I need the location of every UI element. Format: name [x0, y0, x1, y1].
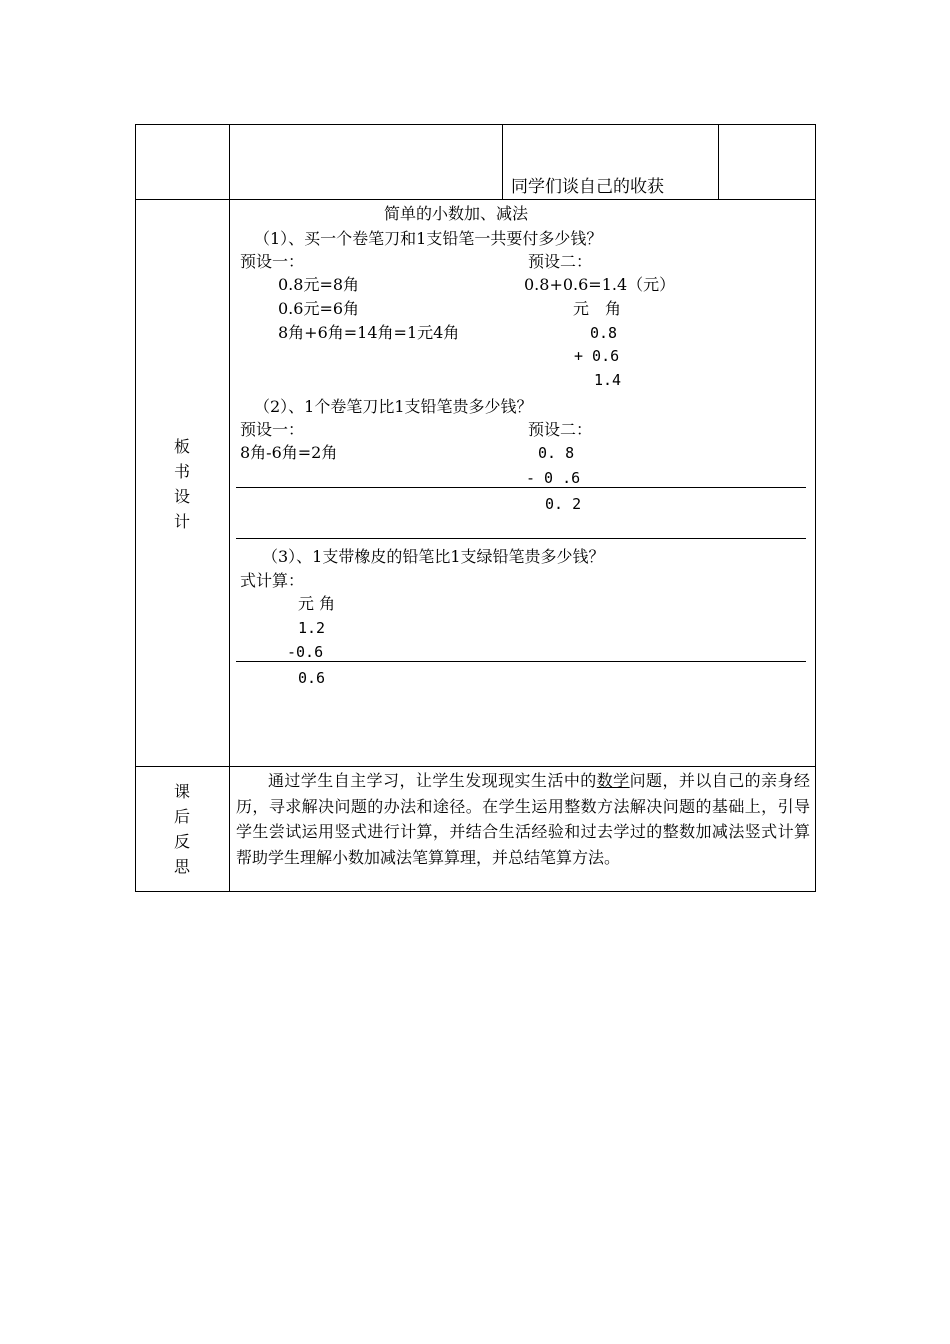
top-row-divider-2 — [718, 124, 719, 200]
reflection-label — [135, 779, 229, 879]
table-border-right — [815, 124, 816, 892]
board-label-char: 书 — [173, 462, 190, 481]
q1-vertical-line: 0.8 — [590, 324, 618, 342]
table-border-top — [135, 124, 816, 125]
board-design-label — [135, 434, 229, 534]
reflection-text — [236, 768, 810, 870]
q1-question: （1）、买一个卷笔刀和1支铅笔一共要付多少钱？ — [254, 229, 603, 248]
reflection-label-char: 思 — [173, 857, 190, 876]
q3-header: 元 角 — [298, 594, 336, 613]
label-column-divider — [229, 124, 230, 892]
q2-vertical-line: 0. 2 — [545, 495, 582, 513]
q2-preset1-label: 预设一： — [240, 420, 305, 439]
reflection-text-underlined: 数学 — [596, 771, 630, 790]
q1-preset2-label: 预设二： — [528, 252, 593, 271]
q1-preset1-line: 8角+6角=14角=1元4角 — [278, 323, 460, 342]
q1-preset1-line: 0.8元=8角 — [278, 275, 360, 294]
reflection-text-after: 问题，并以自己的亲身经历，寻求解决问题的办法和途径。在学生运用整数方法解决问题的基础上，引导学生尝试运用竖式进行计算，并结合生活经验和过去学过的整数加减法竖式计算帮助学生理解小数加减法笔算算理，并总结笔算方法。 — [236, 771, 810, 867]
reflection-label-char: 反 — [173, 832, 190, 851]
q2-preset1-line: 8角-6角=2角 — [240, 443, 338, 462]
q1-preset2-equation: 0.8+0.6=1.4（元） — [524, 275, 676, 294]
q3-question: （3）、1支带橡皮的铅笔比1支绿铅笔贵多少钱？ — [262, 547, 605, 566]
q3-vertical-line: 1.2 — [298, 619, 326, 637]
q2-sum-line — [236, 487, 806, 488]
q1-preset2-header: 元 角 — [573, 299, 622, 318]
table-border-bottom — [135, 891, 816, 892]
q1-preset1-label: 预设一： — [240, 252, 305, 271]
row-divider-2 — [135, 766, 816, 767]
board-label-char: 计 — [173, 512, 190, 531]
q2-question: （2）、1个卷笔刀比1支铅笔贵多少钱？ — [254, 397, 533, 416]
q2-vertical-line: - 0 .6 — [526, 469, 581, 487]
top-row-divider-1 — [502, 124, 503, 200]
reflection-label-char: 课 — [173, 782, 190, 801]
reflection-text-before: 通过学生自主学习，让学生发现现实生活中的 — [268, 771, 597, 790]
q3-method-label: 式计算： — [240, 571, 305, 590]
q3-vertical-line: 0.6 — [298, 669, 326, 687]
q1-preset1-line: 0.6元=6角 — [278, 299, 360, 318]
q3-sum-line — [236, 661, 806, 662]
q1-vertical-line: 1.4 — [594, 371, 622, 389]
row-divider-1 — [135, 199, 816, 200]
board-label-char: 板 — [173, 437, 190, 456]
q1-vertical-line: + 0.6 — [574, 347, 620, 365]
board-title: 简单的小数加、减法 — [384, 204, 529, 223]
board-label-char: 设 — [173, 487, 190, 506]
q2-vertical-line: 0. 8 — [538, 444, 575, 462]
reflection-label-char: 后 — [173, 807, 190, 826]
q3-vertical-line: -0.6 — [287, 643, 324, 661]
top-row-note: 同学们谈自己的收获 — [511, 177, 664, 197]
q2-separator-line — [236, 538, 806, 539]
q2-preset2-label: 预设二： — [528, 420, 593, 439]
